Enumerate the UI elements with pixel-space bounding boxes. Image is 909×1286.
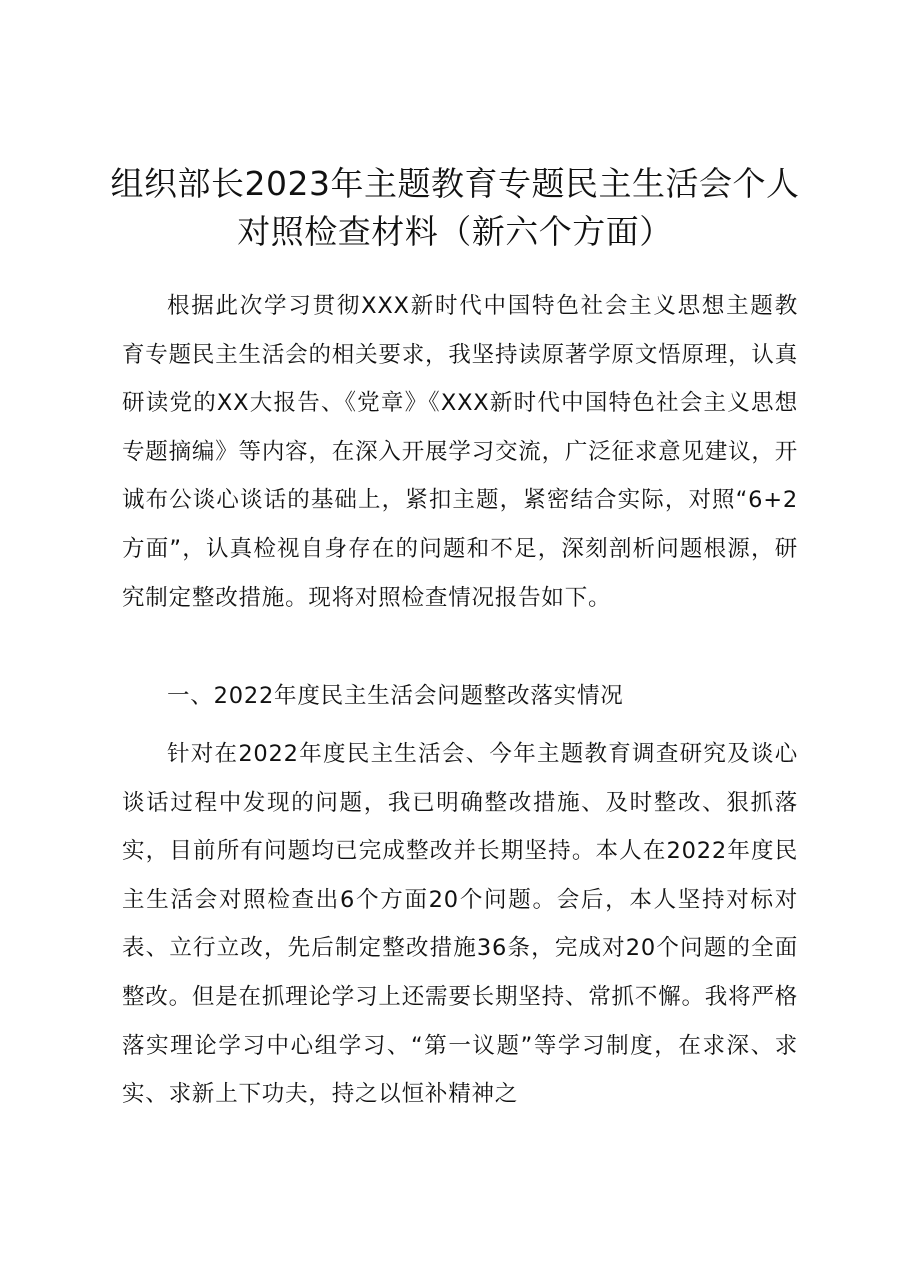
intro-paragraph: 根据此次学习贯彻XXX新时代中国特色社会主义思想主题教育专题民主生活会的相关要求，我坚持读原著学原文悟原理，认真研读党的XX大报告、《党章》《XXX新时代中国特色社会主义思想专题摘编》等内容，在深入开展学习交流，广泛征求意见建议，开诚布公谈心谈话的基础上，紧扣主题，紧密结合实际，对照“6+2方面”，认真检视自身存在的问题和不足，深刻剖析问题根源，研究制定整改措施。现将对照检查情况报告如下。 xyxy=(122,293,798,611)
rectification-paragraph: 针对在2022年度民主生活会、今年主题教育调查研究及谈心谈话过程中发现的问题，我已明确整改措施、及时整改、狠抓落实，目前所有问题均已完成整改并长期坚持。本人在2022年度民主生活会对照检查出6个方面20个问题。会后，本人坚持对标对表、立行立改，先后制定整改措施36条，完成对20个问题的全面整改。但是在抓理论学习上还需要长期坚持、常抓不懈。我将严格落实理论学习中心组学习、“第一议题”等学习制度，在求深、求实、求新上下功夫，持之以恒补精神之 xyxy=(122,741,798,1108)
document-title: 组织部长2023年主题教育专题民主生活会个人对照检查材料（新六个方面） xyxy=(110,164,800,251)
section-heading: 一、2022年度民主生活会问题整改落实情况 xyxy=(167,683,624,709)
